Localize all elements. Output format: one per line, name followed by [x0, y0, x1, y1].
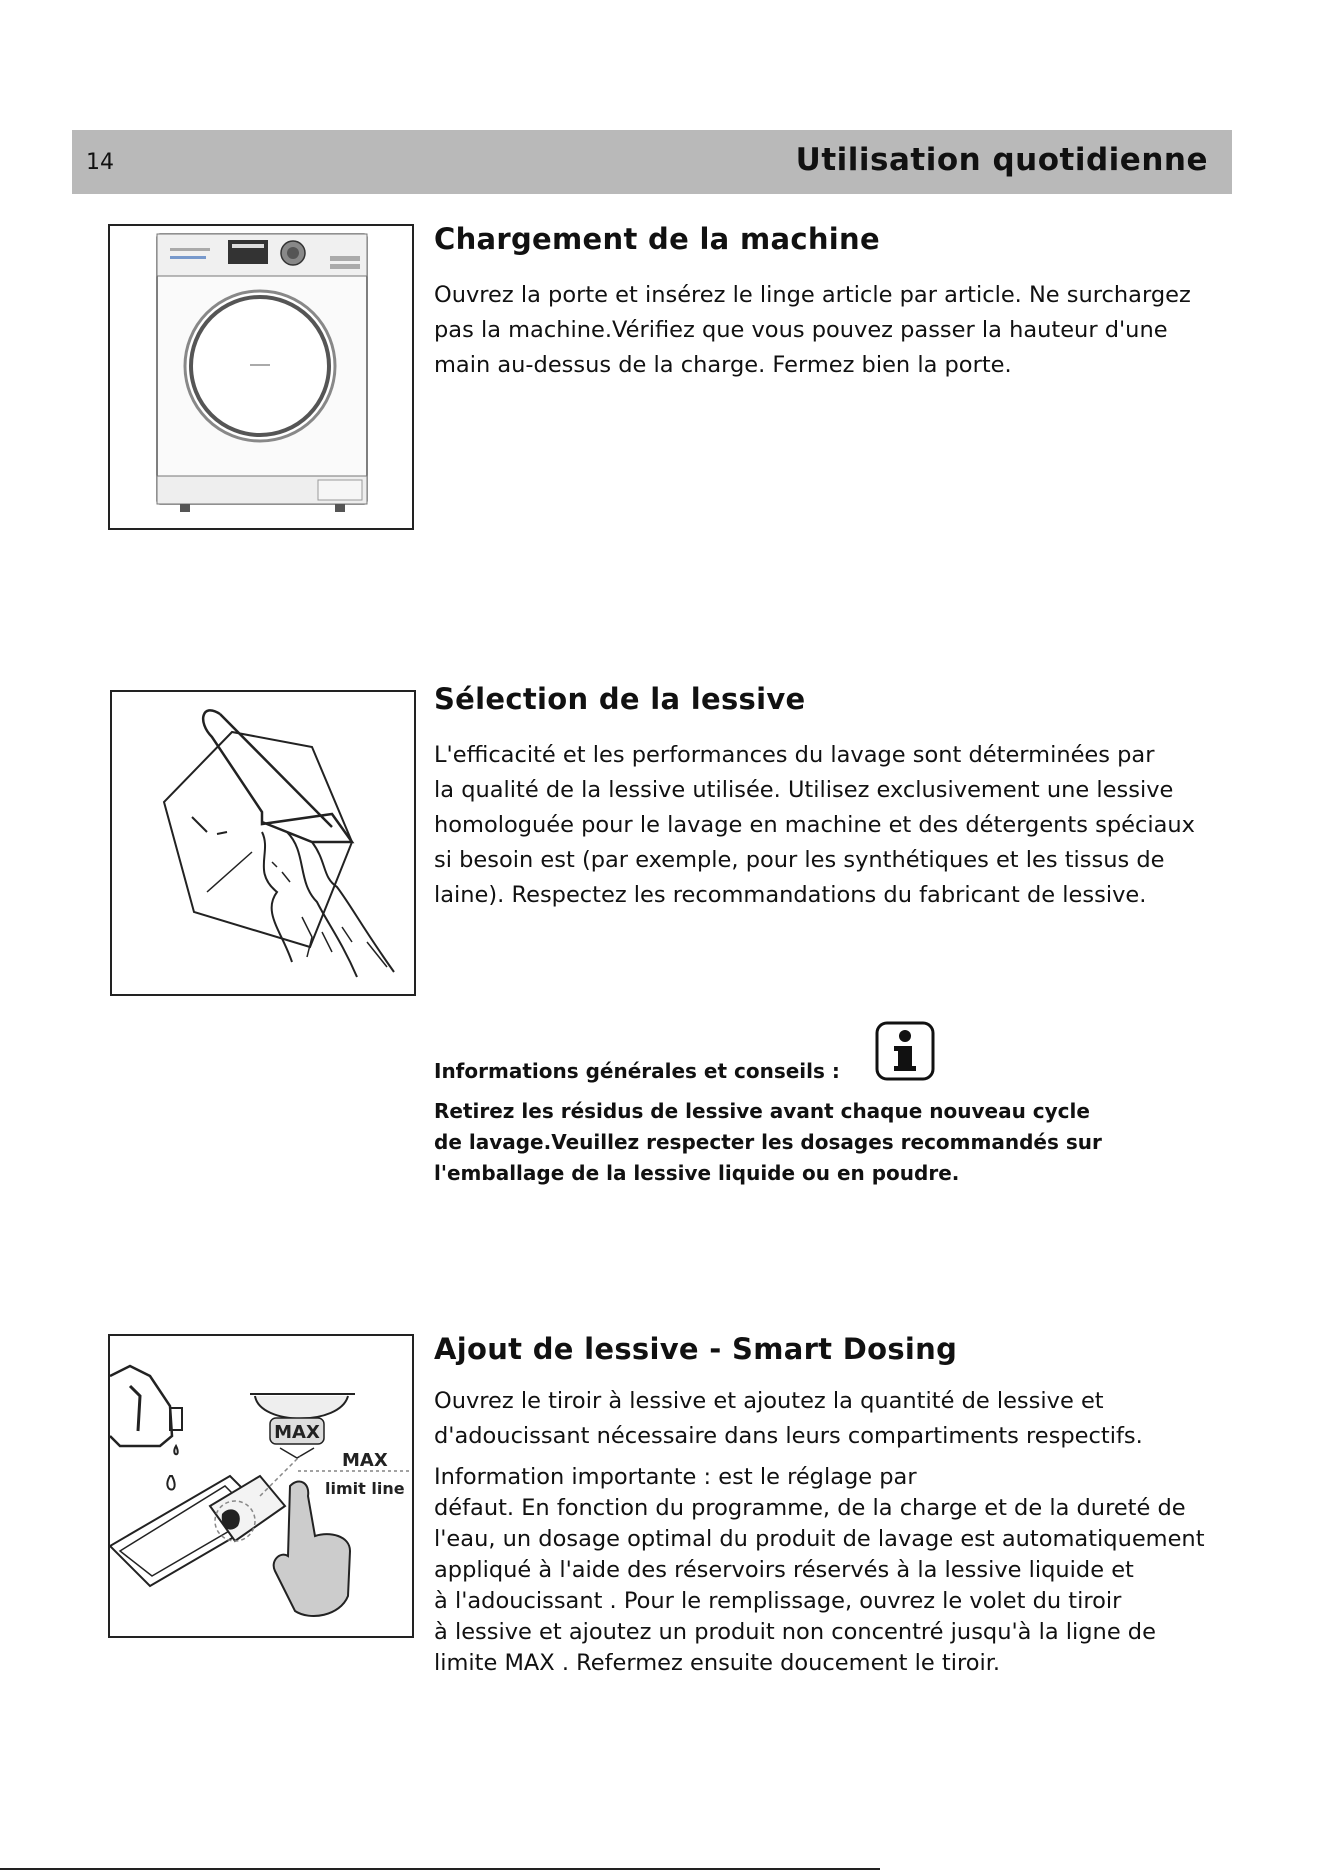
- max-badge-label: MAX: [274, 1422, 320, 1443]
- text-line: limite MAX . Refermez ensuite doucement le tiroir.: [434, 1650, 1001, 1676]
- info-note-body: [434, 1096, 1102, 1189]
- text-line: l'eau, un dosage optimal du produit de lavage est automatiquement: [434, 1526, 1205, 1552]
- header-title: Utilisation quotidienne: [795, 142, 1208, 178]
- info-note-heading: Informations générales et conseils :: [434, 1059, 840, 1083]
- dosing-info-paragraph: [434, 1462, 1214, 1679]
- page-number: 14: [86, 150, 114, 175]
- dosing-drawer-icon: [110, 1336, 412, 1636]
- text-line: défaut. En fonction du programme, de la charge et de la dureté de: [434, 1495, 1186, 1521]
- text-line: Ouvrez la porte et insérez le linge article par article. Ne surchargez: [434, 282, 1191, 308]
- info-icon: [874, 1020, 936, 1082]
- text-line: main au-dessus de la charge. Fermez bien la porte.: [434, 352, 1012, 378]
- text-line: de lavage.Veuillez respecter les dosages recommandés sur: [434, 1130, 1102, 1154]
- text-line: Retirez les résidus de lessive avant chaque nouveau cycle: [434, 1099, 1090, 1123]
- text-line: à lessive et ajoutez un produit non concentré jusqu'à la ligne de: [434, 1619, 1156, 1645]
- detergent-pour-icon: [112, 692, 414, 994]
- info-note: [434, 1056, 840, 1087]
- section-title-dosing: Ajout de lessive - Smart Dosing: [434, 1332, 958, 1366]
- limit-line-label: limit line: [325, 1479, 405, 1498]
- text-line: la qualité de la lessive utilisée. Utilisez exclusivement une lessive: [434, 777, 1174, 803]
- dosing-intro-paragraph: [434, 1384, 1214, 1454]
- text-line: si besoin est (par exemple, pour les synthétiques et les tissus de: [434, 847, 1165, 873]
- text-line: pas la machine.Vérifiez que vous pouvez passer la hauteur d'une: [434, 317, 1168, 343]
- bottom-rule: [0, 1868, 880, 1870]
- washing-machine-figure: [108, 224, 414, 530]
- washing-machine-icon: [110, 226, 412, 528]
- page-header: [72, 130, 1232, 194]
- section-title-loading: Chargement de la machine: [434, 222, 880, 256]
- section-title-detergent: Sélection de la lessive: [434, 682, 806, 716]
- text-line: Ouvrez le tiroir à lessive et ajoutez la quantité de lessive et: [434, 1388, 1104, 1414]
- dosing-figure: [108, 1334, 414, 1638]
- text-line: L'efficacité et les performances du lavage sont déterminées par: [434, 742, 1155, 768]
- text-line: d'adoucissant nécessaire dans leurs compartiments respectifs.: [434, 1423, 1143, 1449]
- text-line: homologuée pour le lavage en machine et des détergents spéciaux: [434, 812, 1195, 838]
- text-line: l'emballage de la lessive liquide ou en poudre.: [434, 1161, 960, 1185]
- text-line: Information importante : est le réglage par: [434, 1464, 917, 1490]
- text-line: appliqué à l'aide des réservoirs réservés à la lessive liquide et: [434, 1557, 1134, 1583]
- text-line: laine). Respectez les recommandations du fabricant de lessive.: [434, 882, 1147, 908]
- detergent-figure: [110, 690, 416, 996]
- detergent-paragraph: [434, 738, 1214, 913]
- loading-paragraph: [434, 278, 1214, 383]
- text-line: à l'adoucissant . Pour le remplissage, ouvrez le volet du tiroir: [434, 1588, 1122, 1614]
- max-label: MAX: [342, 1450, 388, 1471]
